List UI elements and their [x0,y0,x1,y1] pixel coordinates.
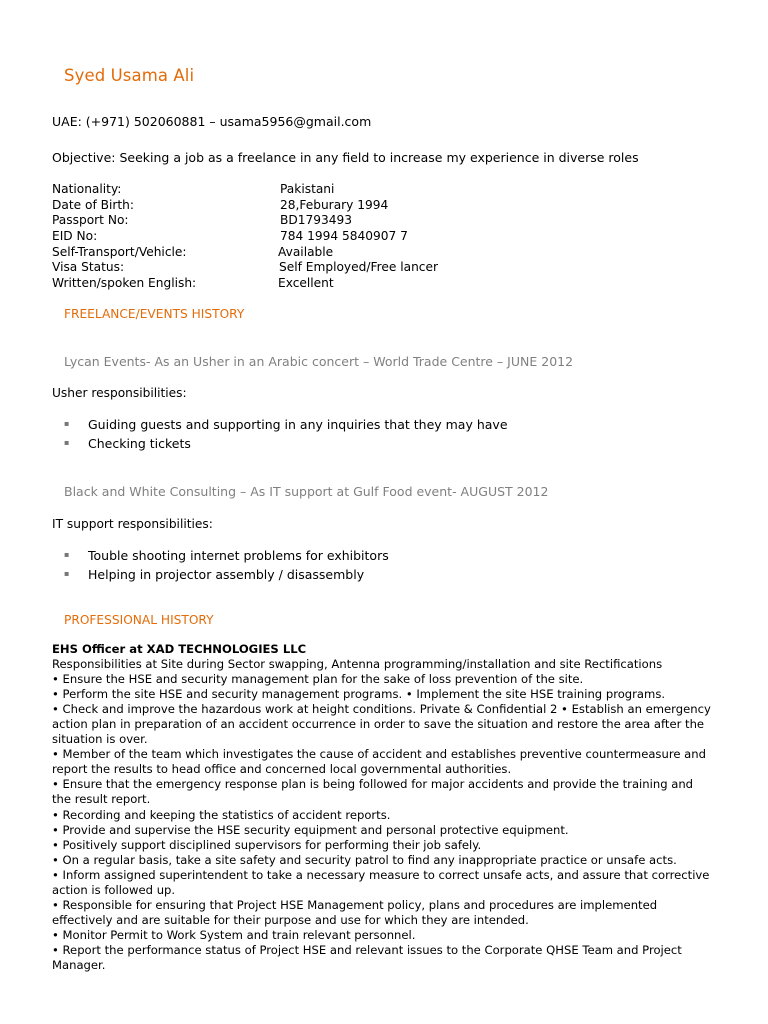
square-bullet-icon: ▪ [64,437,70,447]
candidate-name: Syed Usama Ali [64,66,195,85]
detail-label: Passport No: [52,213,129,228]
freelance-heading: FREELANCE/EVENTS HISTORY [64,307,245,321]
job-line: • Ensure that the emergency response plan is being followed for major accidents and provide the training and the result report. [52,777,694,807]
job-line: • Member of the team which investigates the cause of accident and establishes preventive countermeasure and report the results to head office and concerned local governmental authorities. [52,747,706,777]
contact-line: UAE: (+971) 502060881 – usama5956@gmail.com [52,114,372,129]
event-2-list [64,547,389,584]
event-title-2: Black and White Consulting – As IT support at Gulf Food event- AUGUST 2012 [64,484,549,499]
job-entry [52,642,712,973]
detail-row-nationality [52,182,612,198]
list-item-text: Guiding guests and supporting in any inquiries that they may have [88,417,508,432]
detail-row-eid [52,229,612,245]
job-line: • Recording and keeping the statistics of accident reports. [52,807,391,822]
square-bullet-icon: ▪ [64,568,70,578]
resp-label-2: IT support responsibilities: [52,517,213,531]
detail-row-dob [52,198,612,214]
job-title: EHS Officer at XAD TECHNOLOGIES LLC [52,642,307,656]
detail-row-passport [52,213,612,229]
job-line: • Ensure the HSE and security management plan for the sake of loss prevention of the site. [52,672,584,687]
detail-value: Excellent [278,276,334,291]
job-line: Responsibilities at Site during Sector swapping, Antenna programming/installation and site Rectifications [52,657,663,672]
professional-heading: PROFESSIONAL HISTORY [64,613,214,627]
job-line: • Report the performance status of Project HSE and relevant issues to the Corporate QHSE Team and Project Manager. [52,942,682,972]
job-line: • Responsible for ensuring that Project HSE Management policy, plans and procedures are implemented effectively and are suitable for their purpose and use for which they are intended. [52,897,658,927]
detail-label: EID No: [52,229,98,244]
detail-label: Self-Transport/Vehicle: [52,244,187,259]
square-bullet-icon: ▪ [64,550,70,559]
detail-label: Nationality: [52,182,122,196]
list-item [64,547,389,566]
job-line: • Perform the site HSE and security management programs. • Implement the site HSE training programs. [52,687,666,702]
job-line: • Provide and supervise the HSE security equipment and personal protective equipment. [52,822,569,837]
objective-line: Objective: Seeking a job as a freelance in any field to increase my experience in diverse roles [52,150,639,165]
detail-label: Visa Status: [52,260,125,275]
event-title-1: Lycan Events- As an Usher in an Arabic concert – World Trade Centre – JUNE 2012 [64,354,574,369]
list-item [64,566,389,585]
detail-row-english [52,276,612,292]
detail-value: Self Employed/Free lancer [279,260,439,275]
personal-details [52,182,612,292]
job-line: • On a regular basis, take a site safety and security patrol to find any inappropriate practice or unsafe acts. [52,852,677,867]
list-item-text: Touble shooting internet problems for exhibitors [88,548,389,563]
job-line: • Monitor Permit to Work System and train relevant personnel. [52,927,416,942]
detail-label: Date of Birth: [52,197,134,212]
event-1-list [64,416,508,453]
job-line: • Inform assigned superintendent to take a necessary measure to correct unsafe acts, and assure that corrective action is followed up. [52,867,710,897]
job-line: • Check and improve the hazardous work at height conditions. Private & Confidential 2 • Establish an emergency action plan in preparation of an accident occurrence in order to save the situation and restore the area after the situation is over. [52,702,711,747]
detail-value: Pakistani [280,182,335,196]
detail-label: Written/spoken English: [52,276,197,291]
resp-label-1: Usher responsibilities: [52,386,187,400]
detail-value: 28,Feburary 1994 [280,197,389,212]
job-line: • Positively support disciplined supervisors for performing their job safely. [52,837,482,852]
list-item-text: Checking tickets [88,435,191,451]
list-item [64,416,508,435]
list-item-text: Helping in projector assembly / disassembly [88,566,365,582]
detail-row-transport [52,245,612,261]
detail-row-visa [52,260,612,276]
square-bullet-icon: ▪ [64,419,70,428]
detail-value: 784 1994 5840907 7 [280,229,408,244]
list-item [64,435,508,454]
detail-value: BD1793493 [280,213,353,228]
detail-value: Available [278,244,334,259]
